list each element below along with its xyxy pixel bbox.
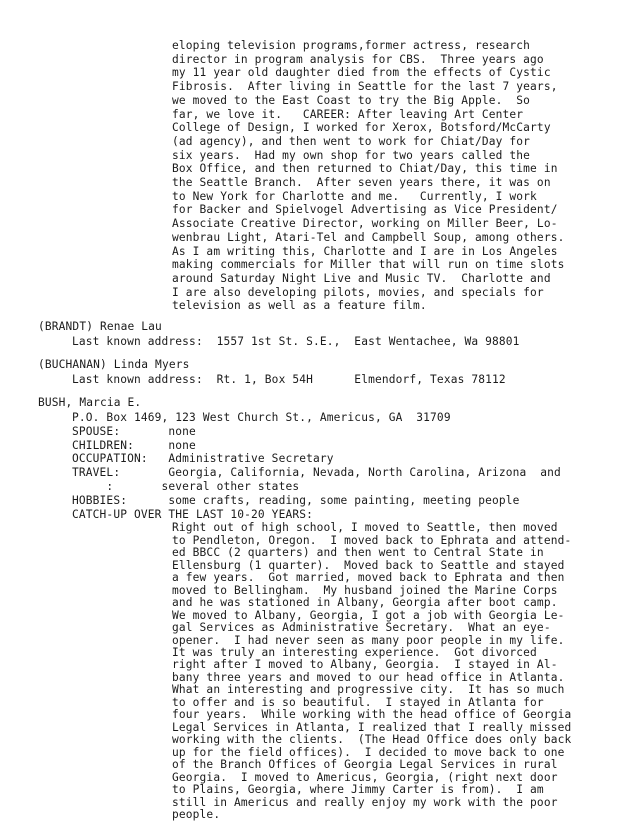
intro-line: As I am writing this, Charlotte and I are in Los Angeles <box>172 244 558 258</box>
entry-children-bush: CHILDREN: none <box>72 438 196 452</box>
entry-name-bush: BUSH, Marcia E. <box>38 396 142 409</box>
catchup-line: a few years. Got married, moved back to Ephrata and then <box>172 571 565 585</box>
catchup-line: to offer and is so beautiful. I stayed in Atlanta for <box>172 695 544 709</box>
intro-line: wenbrau Light, Atari-Tel and Campbell Soup, among others. <box>172 230 565 244</box>
intro-line: eloping television programs,former actress, research <box>172 39 531 52</box>
intro-line: to New York for Charlotte and me. Currently, I work <box>172 189 537 203</box>
entry-name-brandt: (BRANDT) Renae Lau <box>38 320 162 333</box>
catchup-line: Ellensburg (1 quarter). Moved back to Seattle and stayed <box>172 558 565 572</box>
entry-name-buchanan: (BUCHANAN) Linda Myers <box>38 358 190 371</box>
catchup-line: Legal Services in Atlanta, I realized that I really missed <box>172 720 572 734</box>
catchup-line: Right out of high school, I moved to Seattle, then moved <box>172 521 558 535</box>
catchup-line: moved to Bellingham. My husband joined the Marine Corps <box>172 583 558 597</box>
catchup-line: up for the field offices). I decided to move back to one <box>172 745 565 759</box>
intro-line: we moved to the East Coast to try the Big Apple. So <box>172 93 531 107</box>
catchup-line: and he was stationed in Albany, Georgia after boot camp. <box>172 596 558 610</box>
catchup-line: four years. While working with the head office of Georgia <box>172 708 572 722</box>
catchup-line: ed BBCC (2 quarters) and then went to Central State in <box>172 546 544 560</box>
intro-line: for Backer and Spielvogel Advertising as Vice President/ <box>172 203 558 217</box>
catchup-line: right after I moved to Albany, Georgia. I stayed in Al- <box>172 658 558 672</box>
intro-line: far, we love it. CAREER: After leaving Art Center <box>172 107 524 121</box>
catchup-line: What an interesting and progressive city. It has so much <box>172 683 565 697</box>
entry-address-brandt: Last known address: 1557 1st St. S.E., East Wentachee, Wa 98801 <box>72 335 520 348</box>
catchup-line: still in Americus and really enjoy my work with the poor <box>172 795 558 809</box>
intro-line: Associate Creative Director, working on Miller Beer, Lo- <box>172 217 558 231</box>
intro-line: around Saturday Night Live and Music TV. Charlotte and <box>172 271 551 285</box>
entry-travel-bush: TRAVEL: Georgia, California, Nevada, North Carolina, Arizona and <box>72 466 561 480</box>
entry-spouse-bush: SPOUSE: none <box>72 424 196 438</box>
catchup-line: of the Branch Offices of Georgia Legal Services in rural <box>172 758 558 772</box>
entry-catchup-heading-bush: CATCH-UP OVER THE LAST 10-20 YEARS: <box>72 507 313 521</box>
intro-line: television as well as a feature film. <box>172 299 427 313</box>
entry-occupation-bush: OCCUPATION: Administrative Secretary <box>72 452 334 466</box>
intro-line: making commercials for Miller that will run on time slots <box>172 258 565 272</box>
catchup-line: gal Services as Administrative Secretary. What an eye- <box>172 621 551 635</box>
catchup-line: opener. I had never seen as many poor people in my life. <box>172 633 565 647</box>
intro-line: Box Office, and then returned to Chiat/Day, this time in <box>172 162 558 176</box>
entry-address-buchanan: Last known address: Rt. 1, Box 54H Elmendorf, Texas 78112 <box>72 373 506 386</box>
catchup-line: to Pendleton, Oregon. I moved back to Ephrata and attend- <box>172 533 572 547</box>
catchup-line: bany three years and moved to our head office in Atlanta. <box>172 670 565 684</box>
intro-line: (ad agency), and then went to work for Chiat/Day for <box>172 134 531 148</box>
catchup-line: It was truly an interesting experience. Got divorced <box>172 646 537 659</box>
intro-line: College of Design, I worked for Xerox, Botsford/McCarty <box>172 121 551 135</box>
entry-travel-cont-bush: : several other states <box>72 480 300 493</box>
catchup-line: We moved to Albany, Georgia, I got a job with Georgia Le- <box>172 608 565 622</box>
catchup-line: people. <box>172 808 221 821</box>
intro-line: director in program analysis for CBS. Three years ago <box>172 52 544 66</box>
entry-address-bush: P.O. Box 1469, 123 West Church St., Americus, GA 31709 <box>72 411 451 424</box>
catchup-line: Georgia. I moved to Americus, Georgia, (right next door <box>172 770 558 784</box>
intro-line: six years. Had my own shop for two years called the <box>172 148 531 162</box>
intro-line: the Seattle Branch. After seven years there, it was on <box>172 176 551 189</box>
catchup-line: to Plains, Georgia, where Jimmy Carter is from). I am <box>172 783 544 797</box>
intro-line: I are also developing pilots, movies, and specials for <box>172 285 544 299</box>
catchup-line: working with the clients. (The Head Office does only back <box>172 733 572 747</box>
entry-hobbies-bush: HOBBIES: some crafts, reading, some painting, meeting people <box>72 493 520 507</box>
intro-line: Fibrosis. After living in Seattle for the last 7 years, <box>172 80 558 94</box>
intro-line: my 11 year old daughter died from the effects of Cystic <box>172 66 551 80</box>
